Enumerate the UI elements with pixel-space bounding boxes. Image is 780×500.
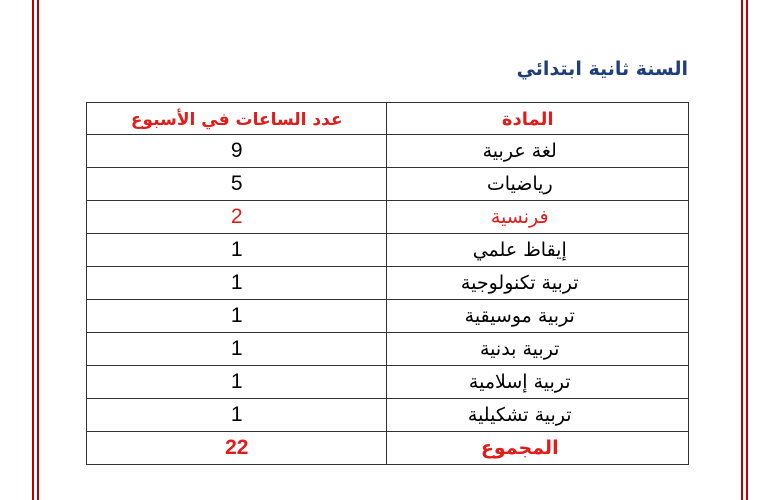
hours-cell xyxy=(87,201,387,234)
subject-cell xyxy=(387,300,689,333)
subject-cell xyxy=(387,366,689,399)
hours-cell xyxy=(87,135,387,168)
total-label: المجموع xyxy=(480,437,559,459)
hours-value: 1 xyxy=(230,337,243,360)
table-row xyxy=(87,201,689,234)
right-border-line-outer xyxy=(746,0,748,500)
hours-cell xyxy=(87,399,387,432)
subject-label: رياضيات xyxy=(486,173,553,195)
hours-value: 2 xyxy=(230,205,243,228)
hours-cell xyxy=(87,267,387,300)
table-row xyxy=(87,168,689,201)
header-subject-label: المادة xyxy=(501,108,554,130)
hours-cell xyxy=(87,300,387,333)
total-hours-cell xyxy=(87,432,387,465)
subject-label: لغة عربية xyxy=(482,140,557,162)
subject-cell xyxy=(387,399,689,432)
hours-value: 1 xyxy=(230,370,243,393)
subject-label: تربية موسيقية xyxy=(464,305,575,327)
table-total-row xyxy=(87,432,689,465)
subject-label: تربية تكنولوجية xyxy=(460,272,579,294)
table-row xyxy=(87,300,689,333)
subject-cell xyxy=(387,333,689,366)
subject-label: تربية تشكيلية xyxy=(467,404,572,426)
hours-cell xyxy=(87,168,387,201)
subject-cell xyxy=(387,135,689,168)
right-border-line-inner xyxy=(741,0,743,500)
header-hours xyxy=(87,103,387,135)
left-border-line-outer xyxy=(32,0,34,500)
subject-cell xyxy=(387,267,689,300)
hours-value: 1 xyxy=(230,271,243,294)
subject-label: تربية بدنية xyxy=(479,338,560,360)
table-row xyxy=(87,333,689,366)
hours-value: 9 xyxy=(230,139,243,162)
hours-cell xyxy=(87,234,387,267)
subject-label: تربية إسلامية xyxy=(468,371,571,393)
table-row xyxy=(87,135,689,168)
table-header-row xyxy=(87,103,689,135)
total-hours-value: 22 xyxy=(225,436,249,459)
header-subject xyxy=(387,103,689,135)
subject-cell xyxy=(387,234,689,267)
hours-value: 1 xyxy=(230,304,243,327)
table-row xyxy=(87,234,689,267)
subject-cell xyxy=(387,201,689,234)
table-row xyxy=(87,366,689,399)
total-label-cell xyxy=(387,432,689,465)
subject-cell xyxy=(387,168,689,201)
page-title: السنة ثانية ابتدائي xyxy=(516,58,688,80)
hours-cell xyxy=(87,333,387,366)
table-row xyxy=(87,399,689,432)
subjects-table xyxy=(86,102,689,465)
table-row xyxy=(87,267,689,300)
left-border-line-inner xyxy=(37,0,39,500)
header-hours-label: عدد الساعات في الأسبوع xyxy=(130,109,343,130)
subject-label: إيقاظ علمي xyxy=(472,239,567,261)
subject-label: فرنسية xyxy=(490,206,549,228)
hours-value: 1 xyxy=(230,403,243,426)
hours-cell xyxy=(87,366,387,399)
hours-value: 5 xyxy=(230,172,243,195)
hours-value: 1 xyxy=(230,238,243,261)
